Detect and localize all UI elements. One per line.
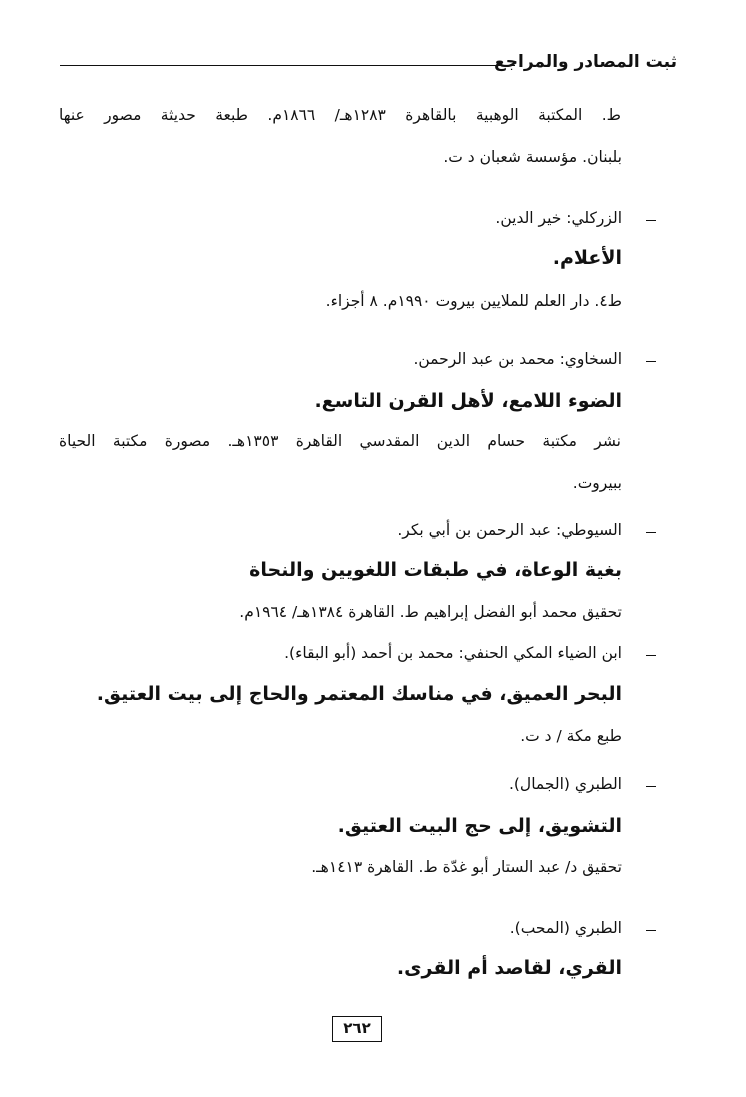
pub-bughyat: تحقيق محمد أبو الفضل إبراهيم ط. القاهرة ١٣٨٤هـ/ ١٩٦٤م. (239, 603, 622, 621)
entry-dash-2 (646, 361, 656, 362)
author-tabari-muhib: الطبري (المحب). (509, 919, 622, 937)
entry-dash-1 (646, 220, 656, 221)
page-number: ٢٦٢ (332, 1016, 382, 1042)
text-line-1: ط. المكتبة الوهبية بالقاهرة ١٢٨٣هـ/ ١٨٦٦م. طبعة حديثة مصور عنها (59, 106, 621, 124)
entry-dash-3 (646, 532, 656, 533)
pub-tashwiq: تحقيق د/ عبد الستار أبو غدّة ط. القاهرة ١٤١٣هـ. (311, 858, 622, 876)
header-title: ثبت المصادر والمراجع (494, 52, 677, 72)
title-bahr-amiq: البحر العميق، في مناسك المعتمر والحاج إلى بيت العتيق. (96, 683, 622, 705)
author-tabari-jamal: الطبري (الجمال). (508, 775, 622, 793)
pub-bahr-amiq: طبع مكة / د ت. (520, 727, 622, 745)
entry-dash-4 (646, 655, 656, 656)
pub-daw-lami-1: نشر مكتبة حسام الدين المقدسي القاهرة ١٣٥٣هـ. مصورة مكتبة الحياة (59, 432, 621, 450)
author-ibn-diya: ابن الضياء المكي الحنفي: محمد بن أحمد (أبو البقاء). (284, 644, 622, 662)
pub-daw-lami-2: ببيروت. (572, 474, 622, 492)
title-tashwiq: التشويق، إلى حج البيت العتيق. (337, 815, 622, 837)
author-suyuti: السيوطي: عبد الرحمن بن أبي بكر. (397, 521, 622, 539)
title-daw-lami: الضوء اللامع، لأهل القرن التاسع. (314, 390, 622, 412)
entry-dash-5 (646, 786, 656, 787)
text-line-2: بلبنان. مؤسسة شعبان د ت. (443, 148, 622, 166)
title-qira: القري، لقاصد أم القرى. (396, 957, 622, 979)
title-bughyat: بغية الوعاة، في طبقات اللغويين والنحاة (249, 559, 622, 581)
running-header (60, 52, 677, 80)
entry-dash-6 (646, 930, 656, 931)
title-alaam: الأعلام. (552, 247, 622, 269)
author-sakhawi: السخاوي: محمد بن عبد الرحمن. (413, 350, 622, 368)
header-rule (60, 65, 515, 66)
author-zirikli: الزركلي: خير الدين. (495, 209, 622, 227)
pub-alaam: ط٤. دار العلم للملايين بيروت ١٩٩٠م. ٨ أجزاء. (325, 292, 622, 310)
